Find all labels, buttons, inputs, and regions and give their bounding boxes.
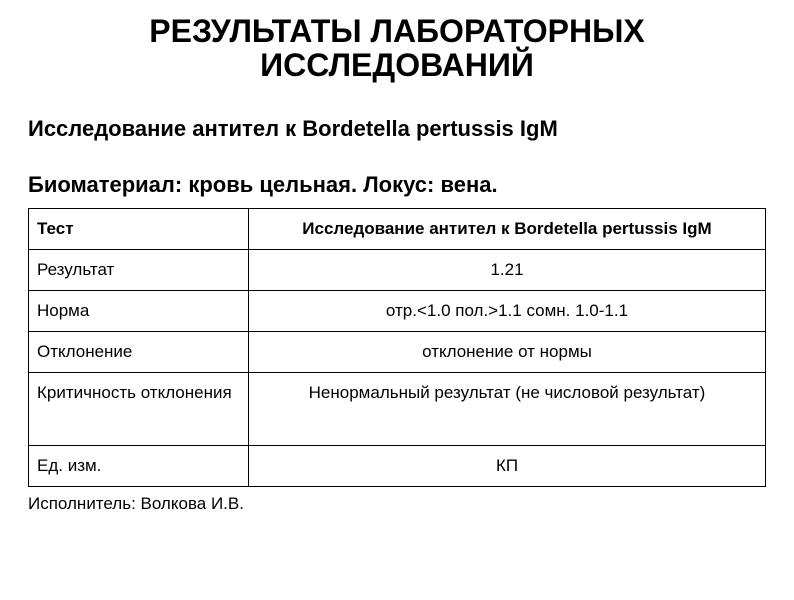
page-title xyxy=(0,14,794,82)
table-row-criticality xyxy=(29,373,766,446)
page-title-line-2: ИССЛЕДОВАНИЙ xyxy=(260,47,534,83)
row-label-criticality: Критичность отклонения xyxy=(29,373,249,446)
executor-line: Исполнитель: Волкова И.В. xyxy=(28,494,244,513)
table-row-deviation xyxy=(29,332,766,373)
row-value-result: 1.21 xyxy=(249,250,766,291)
table-row-result xyxy=(29,250,766,291)
biomaterial-line: Биоматериал: кровь цельная. Локус: вена. xyxy=(28,172,498,197)
header-cell-test: Тест xyxy=(29,209,249,250)
row-label-norm: Норма xyxy=(29,291,249,332)
row-label-result: Результат xyxy=(29,250,249,291)
row-value-unit: КП xyxy=(249,446,766,487)
table-row-unit xyxy=(29,446,766,487)
table-row-norm xyxy=(29,291,766,332)
results-table xyxy=(28,208,766,487)
row-value-norm: отр.<1.0 пол.>1.1 сомн. 1.0-1.1 xyxy=(249,291,766,332)
header-cell-study: Исследование антител к Bordetella pertussis IgM xyxy=(249,209,766,250)
row-value-deviation: отклонение от нормы xyxy=(249,332,766,373)
table-header-row xyxy=(29,209,766,250)
row-label-unit: Ед. изм. xyxy=(29,446,249,487)
row-label-deviation: Отклонение xyxy=(29,332,249,373)
page-title-line-1: РЕЗУЛЬТАТЫ ЛАБОРАТОРНЫХ xyxy=(149,13,645,49)
study-heading: Исследование антител к Bordetella pertussis IgM xyxy=(28,116,558,141)
row-value-criticality: Ненормальный результат (не числовой результат) xyxy=(249,373,766,446)
